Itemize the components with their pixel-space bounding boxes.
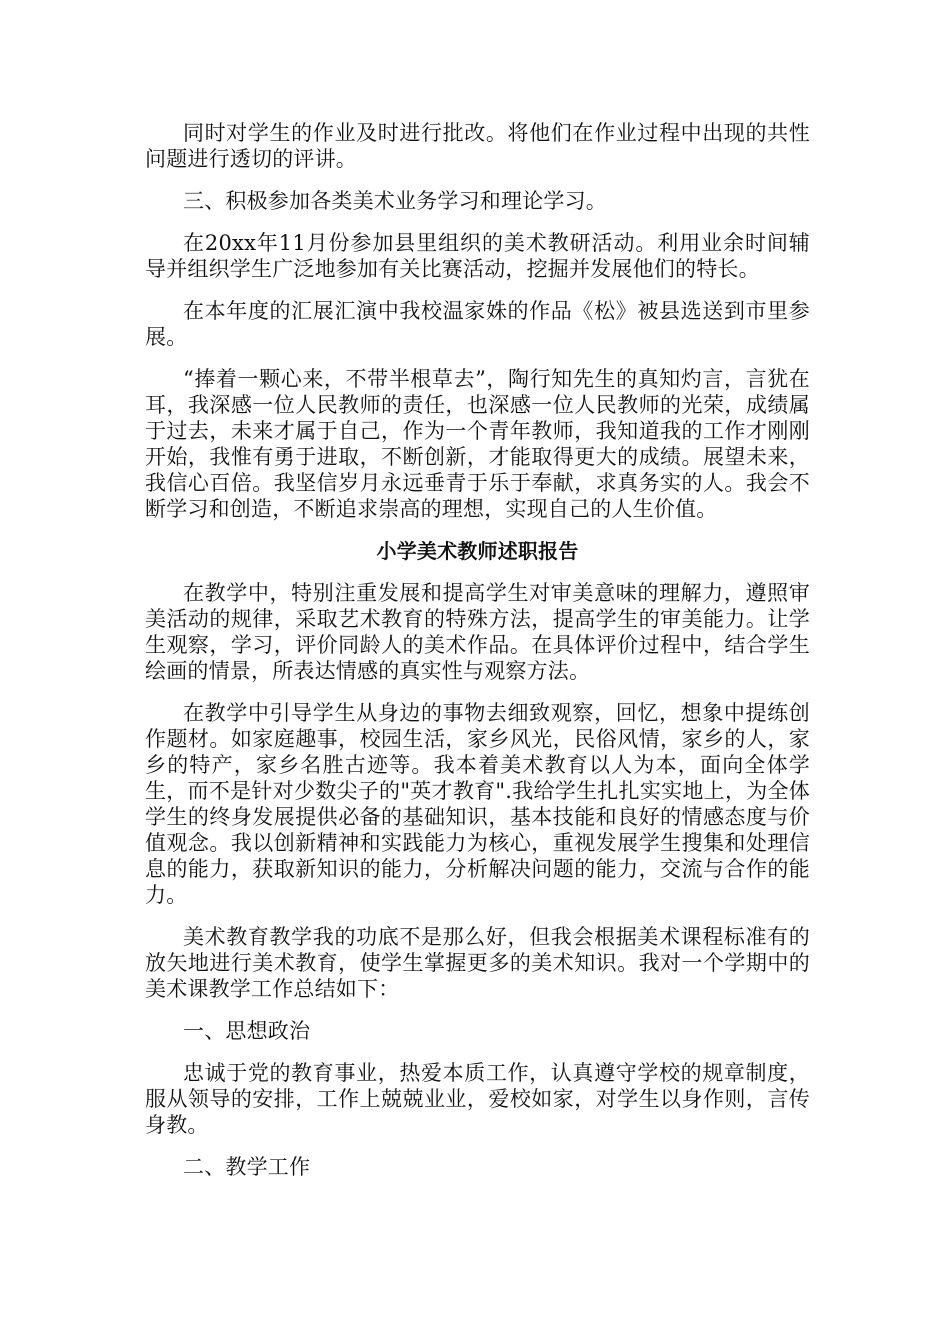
paragraph-aesthetic-education: 在教学中，特别注重发展和提高学生对审美意味的理解力，遵照审美活动的规律，采取艺术教育的特殊方法，提高学生的审美能力。让学生观察，学习，评价同龄人的美术作品。在具体评价过程中，结合学生绘画的情景，所表达情感的真实性与观察方法。	[145, 581, 810, 683]
paragraph-reflection: “捧着一颗心来，不带半根草去”，陶行知先生的真知灼言，言犹在耳，我深感一位人民教师的责任，也深感一位人民教师的光荣，成绩属于过去，未来才属于自己，作为一个青年教师，我知道我的工作才刚刚开始，我惟有勇于进取，不断创新，才能取得更大的成绩。展望未来，我信心百倍。我坚信岁月永远垂青于乐于奉献，求真务实的人。我会不断学习和创造，不断追求崇高的理想，实现自己的人生价值。	[145, 367, 810, 521]
paragraph-homework-review: 同时对学生的作业及时进行批改。将他们在作业过程中出现的共性问题进行透切的评讲。	[145, 121, 810, 171]
section-heading-study: 三、积极参加各类美术业务学习和理论学习。	[183, 189, 607, 213]
paragraph-exhibition: 在本年度的汇展汇演中我校温家姝的作品《松》被县选送到市里参展。	[145, 299, 810, 349]
paragraph-research-activity: 在20xx年11月份参加县里组织的美术教研活动。利用业余时间辅导并组织学生广泛地参加有关比赛活动，挖掘并发展他们的特长。	[145, 231, 810, 281]
paragraph-politics: 忠诚于党的教育事业，热爱本质工作，认真遵守学校的规章制度，服从领导的安排，工作上兢兢业业，爱校如家，对学生以身作则，言传身教。	[145, 1061, 810, 1137]
paragraph-summary-intro: 美术教育教学我的功底不是那么好，但我会根据美术课程标准有的放矢地进行美术教育，使学生掌握更多的美术知识。我对一个学期中的美术课教学工作总结如下：	[145, 925, 810, 1001]
report-title: 小学美术教师述职报告	[376, 539, 579, 563]
paragraph-observation-guidance: 在教学中引导学生从身边的事物去细致观察，回忆，想象中提练创作题材。如家庭趣事，校园生活，家乡风光，民俗风情，家乡的人，家乡的特产，家乡名胜古迹等。我本着美术教育以人为本，面向全体学生，而不是针对少数尖子的"英才教育".我给学生扎扎实实地上，为全体学生的终身发展提供必备的基础知识，基本技能和良好的情感态度与价值观念。我以创新精神和实践能力为核心，重视发展学生搜集和处理信息的能力，获取新知识的能力，分析解决问题的能力，交流与合作的能力。	[145, 701, 810, 907]
section-heading-teaching: 二、教学工作	[183, 1155, 311, 1179]
document-body	[145, 120, 810, 1196]
section-heading-politics: 一、思想政治	[183, 1019, 311, 1043]
